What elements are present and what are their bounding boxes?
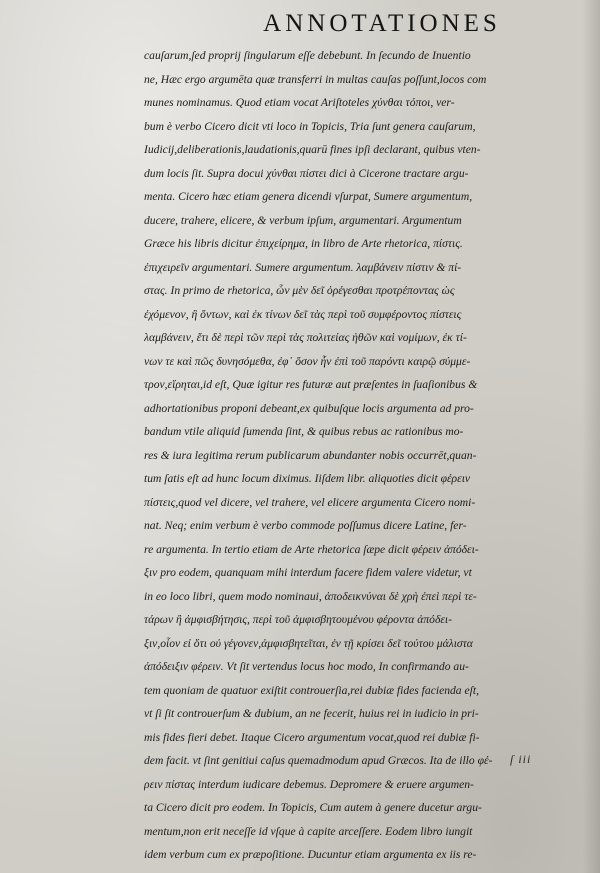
text-line: ἀπόδειξιν φέρειν. Vt ſit vertendus locus hoc modo, In confirmando au-	[144, 660, 469, 673]
text-line: mentum,non erit neceſſe id vſque à capite arceſſere. Eodem libro iungit	[144, 824, 473, 838]
text-line: re argumenta. In tertio etiam de Arte rhetorica ſæpe dicit φέρειν ἀπόδει-	[144, 542, 479, 556]
text-line: πίστεις,quod vel dicere, vel trahere, vel elicere argumenta Cicero nomi-	[144, 495, 476, 509]
text-line: ne, Hæc ergo argumēta quæ transferri in multas cauſas poſſunt,locos com	[144, 72, 487, 86]
page-gutter-shadow	[582, 0, 600, 873]
text-line: mis fides fieri debet. Itaque Cicero argumentum vocat,quod rei dubiæ fi-	[144, 730, 480, 744]
text-line: νων τε καὶ πῶς δυνησόμεθα, ἐφ᾽ ὅσον ἦν ἐπὶ τοῦ παρόντι καιρῷ σύμμε-	[144, 354, 471, 368]
text-line: menta. Cicero hæc etiam genera dicendi vſurpat, Sumere argumentum,	[144, 190, 473, 203]
text-line: bandum vtile aliquid ſumenda ſint, & quibus rebus ac rationibus mo-	[144, 425, 464, 438]
text-line: στας. In primo de rhetorica, ὧν μὲν δεῖ ὀρέγεσθαι προτρέποντας ὡς	[144, 284, 455, 297]
text-line: ἐχόμενον, ἢ ὄντων, καὶ ἐκ τίνων δεῖ τὰς περὶ τοῦ συμφέροντος πίστεις	[144, 307, 462, 321]
text-line: Iudicij,deliberationis,laudationis,quarū fines ipſi declarant, quibus vten-	[144, 143, 481, 156]
running-head: ANNOTATIONES	[263, 10, 501, 37]
body-text	[144, 44, 556, 867]
text-line: ἐπιχειρεῖν argumentari. Sumere argumentum. λαμβάνειν πίστιν & πί-	[144, 260, 462, 274]
text-line: vt ſi ſit controuerſum & dubium, an ne fecerit, huius rei in iudicio in pri-	[144, 707, 479, 720]
text-line: ta Cicero dicit pro eodem. In Topicis, Cum autem à genere ducetur argu-	[144, 801, 482, 814]
text-line: ξιν pro eodem, quanquam mihi interdum facere fidem valere videtur, vt	[144, 566, 472, 579]
text-line: munes nominamus. Quod etiam vocat Ariſtoteles χύνθαι τόποι, ver-	[144, 96, 455, 109]
text-line: Græce his libris dicitur ἐπιχείρημα, in libro de Arte rhetorica, πίστις.	[144, 237, 463, 250]
text-line: ducere, trahere, elicere, & verbum ipſum, argumentari. Argumentum	[144, 213, 462, 227]
text-line: ρειν πίστας interdum iudicare debemus. Depromere & eruere argumen-	[144, 777, 474, 791]
text-line: tem quoniam de quatuor exiſtit controuerſia,rei dubiæ fides facienda eſt,	[144, 683, 479, 697]
text-line: bum è verbo Cicero dicit vti loco in Topicis, Tria ſunt genera cauſarum,	[144, 119, 476, 133]
text-line: cauſarum,ſed proprij ſingularum eſſe debebunt. In ſecundo de Inuentio	[144, 49, 471, 62]
text-line: λαμβάνειν, ἔτι δὲ περὶ τῶν περὶ τὰς πολιτείας ἠθῶν καὶ νομίμων, ἐκ τί-	[144, 331, 467, 344]
text-line: in eo loco libri, quem modo nominaui, ἀποδεικνύναι δὲ χρὴ ἐπεὶ περὶ τε-	[144, 589, 477, 603]
signature-mark: ſ iii	[510, 752, 532, 766]
text-line: ξιν,οἷον εἰ ὅτι οὐ γέγονεν,ἀμφισβητεῖται, ἐν τῇ κρίσει δεῖ τούτου μάλιστα	[144, 636, 473, 650]
text-line: nat. Neq; enim verbum è verbo commode poſſumus dicere Latine, fer-	[144, 519, 467, 532]
text-line: res & iura legitima rerum publicarum abundanter nobis occurrēt,quan-	[144, 448, 477, 462]
text-line: adhortationibus proponi debeant,ex quibuſque locis argumenta ad pro-	[144, 401, 474, 415]
text-line: dem facit. vt ſint genitiui caſus quemadmodum apud Græcos. Ita de illo φέ-	[144, 754, 493, 767]
text-line: dum locis ſit. Supra docui χύνθαι πίστει dici à Cicerone tractare argu-	[144, 166, 469, 180]
text-line: idem verbum cum ex præpoſitione. Ducuntur etiam argumenta ex iis re-	[144, 848, 477, 861]
text-line: τάρων ἢ ἀμφισβήτησις, περὶ τοῦ ἀμφισβητουμένου φέροντα ἀπόδει-	[144, 613, 452, 626]
text-line: τρον,εἴρηται,id eſt, Quæ igitur res futuræ aut præſentes in ſuaſionibus &	[144, 378, 478, 391]
text-line: tum ſatis eſt ad hunc locum diximus. Iiſdem libr. aliquoties dicit φέρειν	[144, 472, 471, 485]
